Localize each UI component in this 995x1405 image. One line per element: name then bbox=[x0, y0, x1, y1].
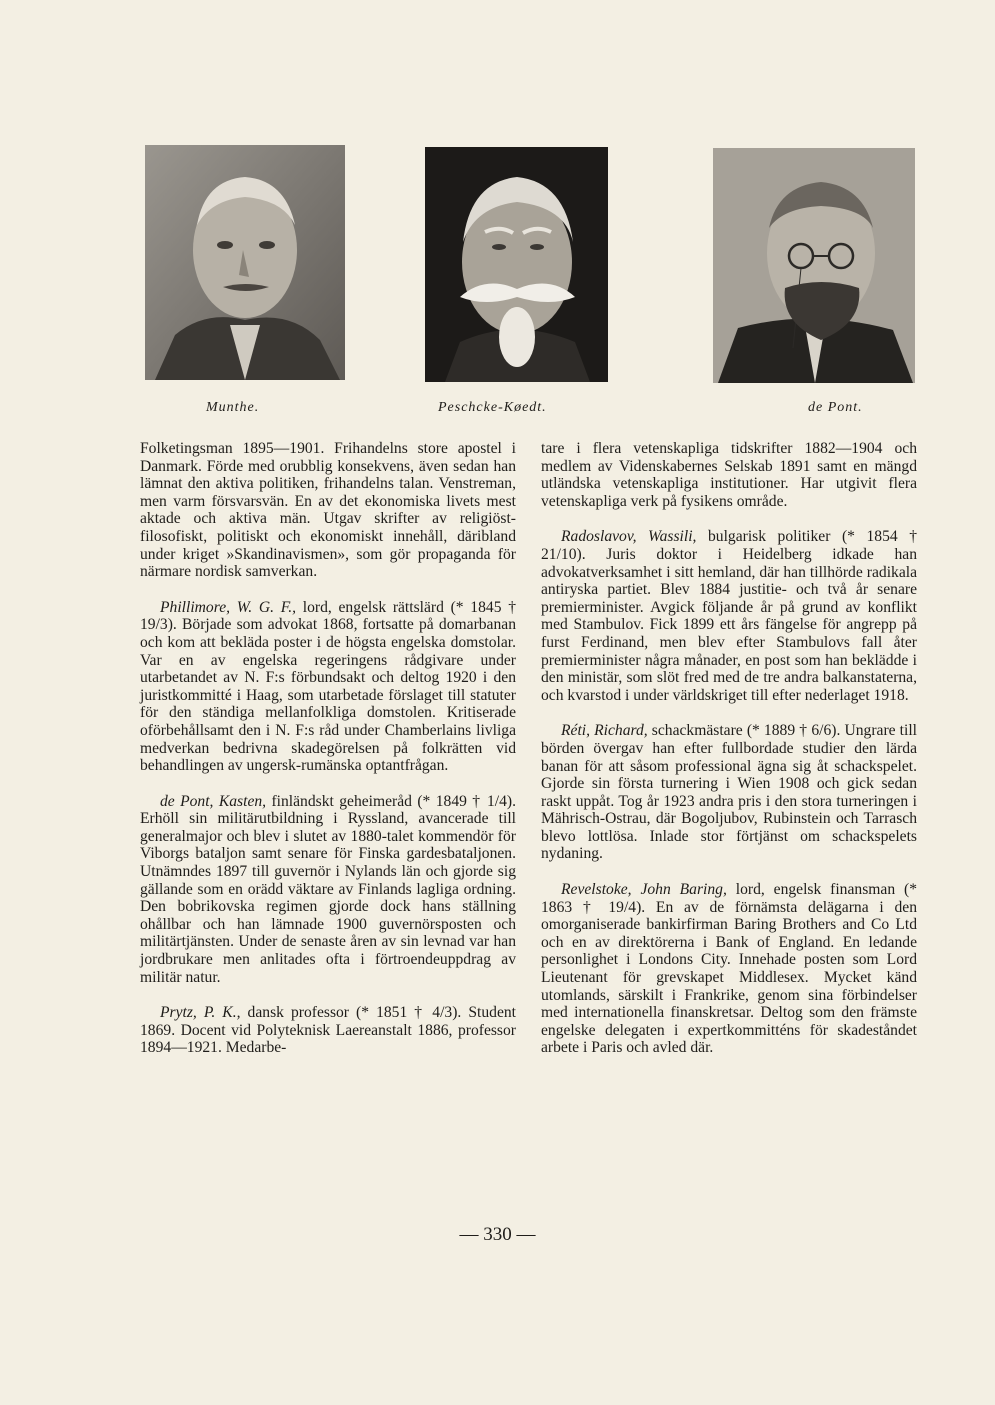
caption-munthe: Munthe. bbox=[206, 400, 260, 415]
entry-text: schackmästare (* 1889 † 6/6). Ungrare till börden övergav han efter fullbordade studier den lärda banan för att såsom professional ägna sig åt schackspelet. Gjorde sin första turnering i Wien 1908 och gick sedan raskt uppåt. Tog år 1923 andra pris i den stora turneringen i Mährisch-Ostrau, där Bogoljubov, Rubinstein och Tarrasch blevo lottlösa. Inlade stor förtjänst om schackspelets nydaning. bbox=[541, 722, 918, 863]
entry-headword: de Pont, Kasten, bbox=[160, 792, 267, 810]
portrait-munthe bbox=[145, 145, 345, 380]
portrait-de-pont-image bbox=[713, 148, 915, 383]
portrait-de-pont bbox=[713, 148, 915, 383]
entry-text: Folketingsman 1895—1901. Frihandelns store apostel i Danmark. Förde med orubblig konsekvens, även sedan han lämnat den aktiva politiken, frihandelns talan. Venstreman, men varm försvarsvän. En av det ekonomiska livets mest aktade och aktiva män. Utgav skrifter av religiöst-filosofiskt, politiskt och ekonomiskt innehåll, däribland under kriget »Skandinavismen», som gör propaganda för närmare nordisk samverkan. bbox=[140, 440, 516, 581]
entry-phillimore bbox=[140, 599, 516, 775]
entry-text: lord, engelsk finansman (* 1863 † 19/4). En av de förnämsta delägarna i den omorganiserade bankirfirman Baring Brothers and Co Ltd och en av direktörerna i Bank of England. En ledande personlighet i Londons City. Innehade posten som Lord Lieutenant för grevskapet Middlesex. Mycket känd utomlands, särskilt i Frankrike, genom sina förbindelser med internationella finanskretsar. Deltog som den främste engelske delegaten i expertkommitténs för skadeståndet arbete i Paris och avled där. bbox=[541, 881, 917, 1057]
right-column bbox=[541, 440, 917, 1075]
portrait-peschcke-koedt bbox=[425, 147, 608, 382]
entry-text: finländskt geheimeråd (* 1849 † 1/4). Erhöll sin militärutbildning i Ryssland, avancerade till generalmajor och blev i slutet av 1880-talet kommendör för Viborgs bataljon samt senare för Finska gardesbataljonen. Utnämndes 1897 till guvernör i Nylands län och gjorde sig gällande som en orädd väktare av Finlands lagliga ordning. Den bobrikovska regimen gjorde dock hans ställning ohållbar och han lämnade 1900 guvernörsposten och militärtjänsten. Under de senaste åren av sin levnad var han jordbrukare men anlitades ofta i förtroendeuppdrag av militär natur. bbox=[140, 792, 516, 986]
entry-headword: Réti, Richard, bbox=[561, 722, 648, 740]
entry-headword: Radoslavov, Wassili, bbox=[561, 528, 697, 546]
entry-de-pont bbox=[140, 793, 516, 987]
entry-headword: Revelstoke, John Baring, bbox=[561, 881, 727, 899]
entry-prytz-continued bbox=[541, 440, 917, 510]
left-column bbox=[140, 440, 516, 1075]
entry-munthe-continued bbox=[140, 440, 516, 581]
entry-text: bulgarisk politiker (* 1854 † 21/10). Juris doktor i Heidelberg idkade han advokatverksamhet i sitt hemland, där han tillhörde radikala antiryska partiet. Blev 1884 justitie- och två år senare premierminister. Avgick följande år på grund av konflikt med Stambulov. Fick 1899 ett års fängelse för angrepp på furst Ferdinand, men blev efter Stambulovs fall åter premierminister några månader, en post som han beklädde i den ministär, som slöt fred med de tre andra balkanstaterna, och kvarstod i under världskriget till efter nederlaget 1918. bbox=[541, 528, 918, 704]
entry-headword: Phillimore, W. G. F., bbox=[160, 598, 297, 616]
caption-peschcke-koedt: Peschcke-Køedt. bbox=[438, 400, 547, 415]
entry-reti bbox=[541, 722, 917, 863]
entry-prytz bbox=[140, 1004, 516, 1057]
entry-text: dansk professor (* 1851 † 4/3). Student 1869. Docent vid Polyteknisk Laereanstalt 1886, professor 1894—1921. Medarbe- bbox=[140, 1004, 516, 1057]
entry-text: tare i flera vetenskapliga tidskrifter 1882—1904 och medlem av Videnskabernes Selskab 1891 samt en mängd utländska vetenskapliga institutioner. Har utgivit flera vetenskapliga verk på fysikens område. bbox=[541, 440, 917, 510]
entry-text: lord, engelsk rättslärd (* 1845 † 19/3). Började som advokat 1868, fortsatte på domarbanan och kom att bekläda poster i de högsta engelska domstolar. Var en av engelska regeringens rådgivare under utarbetandet av N. F:s förbundsakt och deltog 1920 i den juristkommitté i Haag, som utarbetade förslaget till statuter för den ständiga mellanfolkliga domstolen. Kritiserade oförbehållsamt den i N. F:s råd under Chamberlains livliga medverkan bedrivna skadegörelsen på folkrätten vid behandlingen av ungersk-rumänska optantfrågan. bbox=[140, 598, 516, 775]
entry-radoslavov bbox=[541, 528, 917, 704]
portrait-munthe-image bbox=[145, 145, 345, 380]
entry-headword: Prytz, P. K., bbox=[160, 1004, 241, 1022]
page-number: — 330 — bbox=[459, 1224, 536, 1245]
caption-de-pont: de Pont. bbox=[808, 400, 863, 415]
entry-revelstoke bbox=[541, 881, 917, 1057]
portrait-peschcke-koedt-image bbox=[425, 147, 608, 382]
